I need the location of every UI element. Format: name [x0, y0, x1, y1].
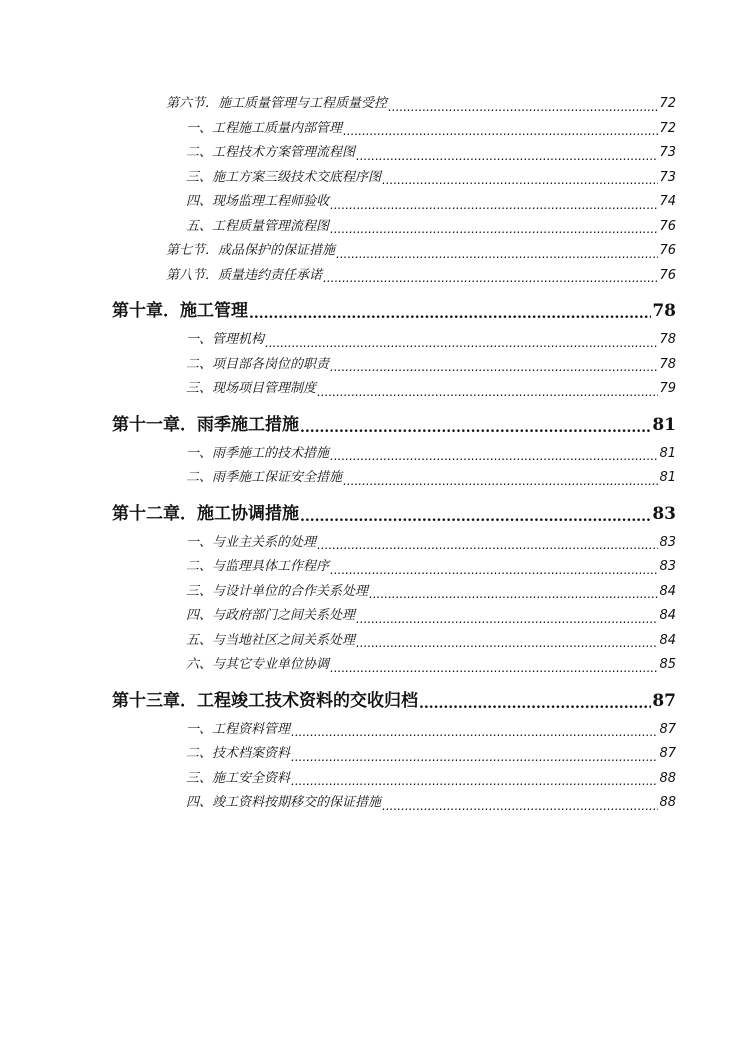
toc-page-number: 72	[659, 96, 676, 111]
toc-chapter-title: 第十章．施工管理	[112, 301, 248, 321]
toc-page-number: 83	[659, 559, 676, 574]
toc-page-number: 84	[659, 583, 676, 599]
toc-entry-item[interactable]	[186, 377, 676, 402]
toc-entry-section-7[interactable]	[166, 239, 676, 264]
toc-leader-dots	[291, 747, 658, 767]
toc-entry-section-8[interactable]	[166, 264, 676, 289]
toc-page-number: 81	[659, 445, 676, 461]
toc-page-number: 87	[659, 746, 676, 761]
toc-leader-dots	[330, 658, 658, 678]
toc-entry-item[interactable]	[186, 629, 676, 654]
toc-entry-item[interactable]	[186, 555, 676, 580]
toc-leader-dots	[388, 97, 658, 117]
toc-entry-item[interactable]	[186, 653, 676, 678]
toc-entry-title: 二、工程技术方案管理流程图	[186, 145, 356, 160]
toc-leader-dots	[291, 722, 658, 742]
toc-leader-dots	[343, 471, 658, 491]
toc-entry-title: 一、工程施工质量内部管理	[186, 120, 343, 136]
toc-entry-item[interactable]	[186, 580, 676, 605]
toc-leader-dots	[336, 244, 658, 264]
toc-leader-dots	[300, 505, 651, 529]
toc-page-number: 76	[659, 218, 676, 234]
toc-leader-dots	[300, 416, 651, 440]
toc-page-number: 74	[659, 194, 676, 209]
toc-entry-item[interactable]	[186, 117, 676, 142]
toc-chapter-title: 第十二章．施工协调措施	[112, 503, 299, 524]
toc-entry-item[interactable]	[186, 604, 676, 629]
toc-leader-dots	[356, 609, 658, 629]
toc-entry-item[interactable]	[186, 742, 676, 767]
toc-entry-title: 一、与业主关系的处理	[186, 534, 317, 550]
toc-page-number: 79	[659, 381, 676, 396]
toc-page-number: 81	[652, 414, 676, 435]
toc-leader-dots	[382, 796, 658, 816]
toc-leader-dots	[323, 268, 658, 288]
toc-entry-chapter-12[interactable]	[112, 499, 676, 529]
toc-leader-dots	[419, 692, 651, 716]
toc-leader-dots	[382, 170, 658, 190]
toc-entry-title: 三、现场项目管理制度	[186, 381, 317, 396]
toc-entry-item[interactable]	[186, 353, 676, 378]
toc-entry-title: 四、现场监理工程师验收	[186, 194, 330, 209]
toc-entry-title: 二、项目部各岗位的职责	[186, 356, 330, 372]
toc-entry-title: 三、施工方案三级技术交底程序图	[186, 169, 382, 185]
toc-entry-item[interactable]	[186, 442, 676, 467]
toc-page-number: 84	[659, 608, 676, 623]
toc-page-number: 88	[659, 795, 676, 810]
toc-chapter-title: 第十一章．雨季施工措施	[112, 414, 299, 435]
toc-entry-chapter-10[interactable]	[112, 296, 676, 326]
toc-page-number: 72	[659, 120, 676, 136]
toc-leader-dots	[343, 121, 658, 141]
toc-page-number: 78	[659, 332, 676, 347]
toc-entry-title: 三、与设计单位的合作关系处理	[186, 583, 369, 599]
toc-entry-title: 二、雨季施工保证安全措施	[186, 470, 343, 485]
toc-entry-item[interactable]	[186, 141, 676, 166]
toc-chapter-title: 第十三章．工程竣工技术资料的交收归档	[112, 690, 418, 711]
toc-leader-dots	[356, 633, 658, 653]
toc-entry-section-6[interactable]	[166, 92, 676, 117]
toc-entry-title: 二、与监理具体工作程序	[186, 559, 330, 574]
toc-page-number: 85	[659, 657, 676, 672]
table-of-contents	[0, 92, 744, 816]
toc-entry-item[interactable]	[186, 767, 676, 792]
toc-page-number: 76	[659, 267, 676, 283]
toc-leader-dots	[265, 333, 658, 353]
toc-page-number: 88	[659, 770, 676, 786]
toc-page-number: 87	[652, 690, 676, 711]
toc-entry-item[interactable]	[186, 531, 676, 556]
toc-leader-dots	[369, 584, 658, 604]
toc-entry-title: 一、管理机构	[186, 332, 265, 347]
toc-leader-dots	[249, 302, 651, 326]
toc-page-number: 83	[659, 534, 676, 550]
toc-page-number: 76	[659, 243, 676, 258]
toc-page-number: 87	[659, 721, 676, 737]
toc-leader-dots	[330, 560, 658, 580]
toc-entry-item[interactable]	[186, 215, 676, 240]
toc-entry-title: 一、工程资料管理	[186, 721, 291, 737]
toc-page-number: 81	[659, 470, 676, 485]
toc-entry-title: 六、与其它专业单位协调	[186, 657, 330, 672]
toc-leader-dots	[330, 219, 658, 239]
toc-leader-dots	[291, 771, 658, 791]
toc-leader-dots	[356, 146, 658, 166]
toc-leader-dots	[330, 195, 658, 215]
toc-entry-title: 第七节．成品保护的保证措施	[166, 243, 336, 258]
toc-page-number: 83	[652, 503, 676, 524]
toc-leader-dots	[330, 357, 658, 377]
toc-page-number: 78	[652, 301, 676, 321]
toc-entry-item[interactable]	[186, 466, 676, 491]
toc-entry-title: 第六节．施工质量管理与工程质量受控	[166, 96, 388, 111]
toc-page-number: 73	[659, 145, 676, 160]
toc-entry-item[interactable]	[186, 718, 676, 743]
toc-entry-item[interactable]	[186, 190, 676, 215]
toc-entry-title: 三、施工安全资料	[186, 770, 291, 786]
toc-page-number: 78	[659, 356, 676, 372]
toc-entry-item[interactable]	[186, 791, 676, 816]
toc-entry-item[interactable]	[186, 328, 676, 353]
toc-page-number: 73	[659, 169, 676, 185]
toc-entry-chapter-13[interactable]	[112, 686, 676, 716]
toc-page-number: 84	[659, 632, 676, 648]
toc-entry-title: 第八节．质量违约责任承诺	[166, 267, 323, 283]
toc-entry-title: 四、与政府部门之间关系处理	[186, 608, 356, 623]
toc-entry-title: 五、工程质量管理流程图	[186, 218, 330, 234]
toc-entry-chapter-11[interactable]	[112, 410, 676, 440]
toc-entry-title: 四、竣工资料按期移交的保证措施	[186, 795, 382, 810]
toc-entry-title: 一、雨季施工的技术措施	[186, 445, 330, 461]
toc-leader-dots	[317, 382, 658, 402]
toc-leader-dots	[330, 446, 658, 466]
toc-entry-title: 五、与当地社区之间关系处理	[186, 632, 356, 648]
toc-entry-title: 二、技术档案资料	[186, 746, 291, 761]
toc-leader-dots	[317, 535, 658, 555]
toc-entry-item[interactable]	[186, 166, 676, 191]
